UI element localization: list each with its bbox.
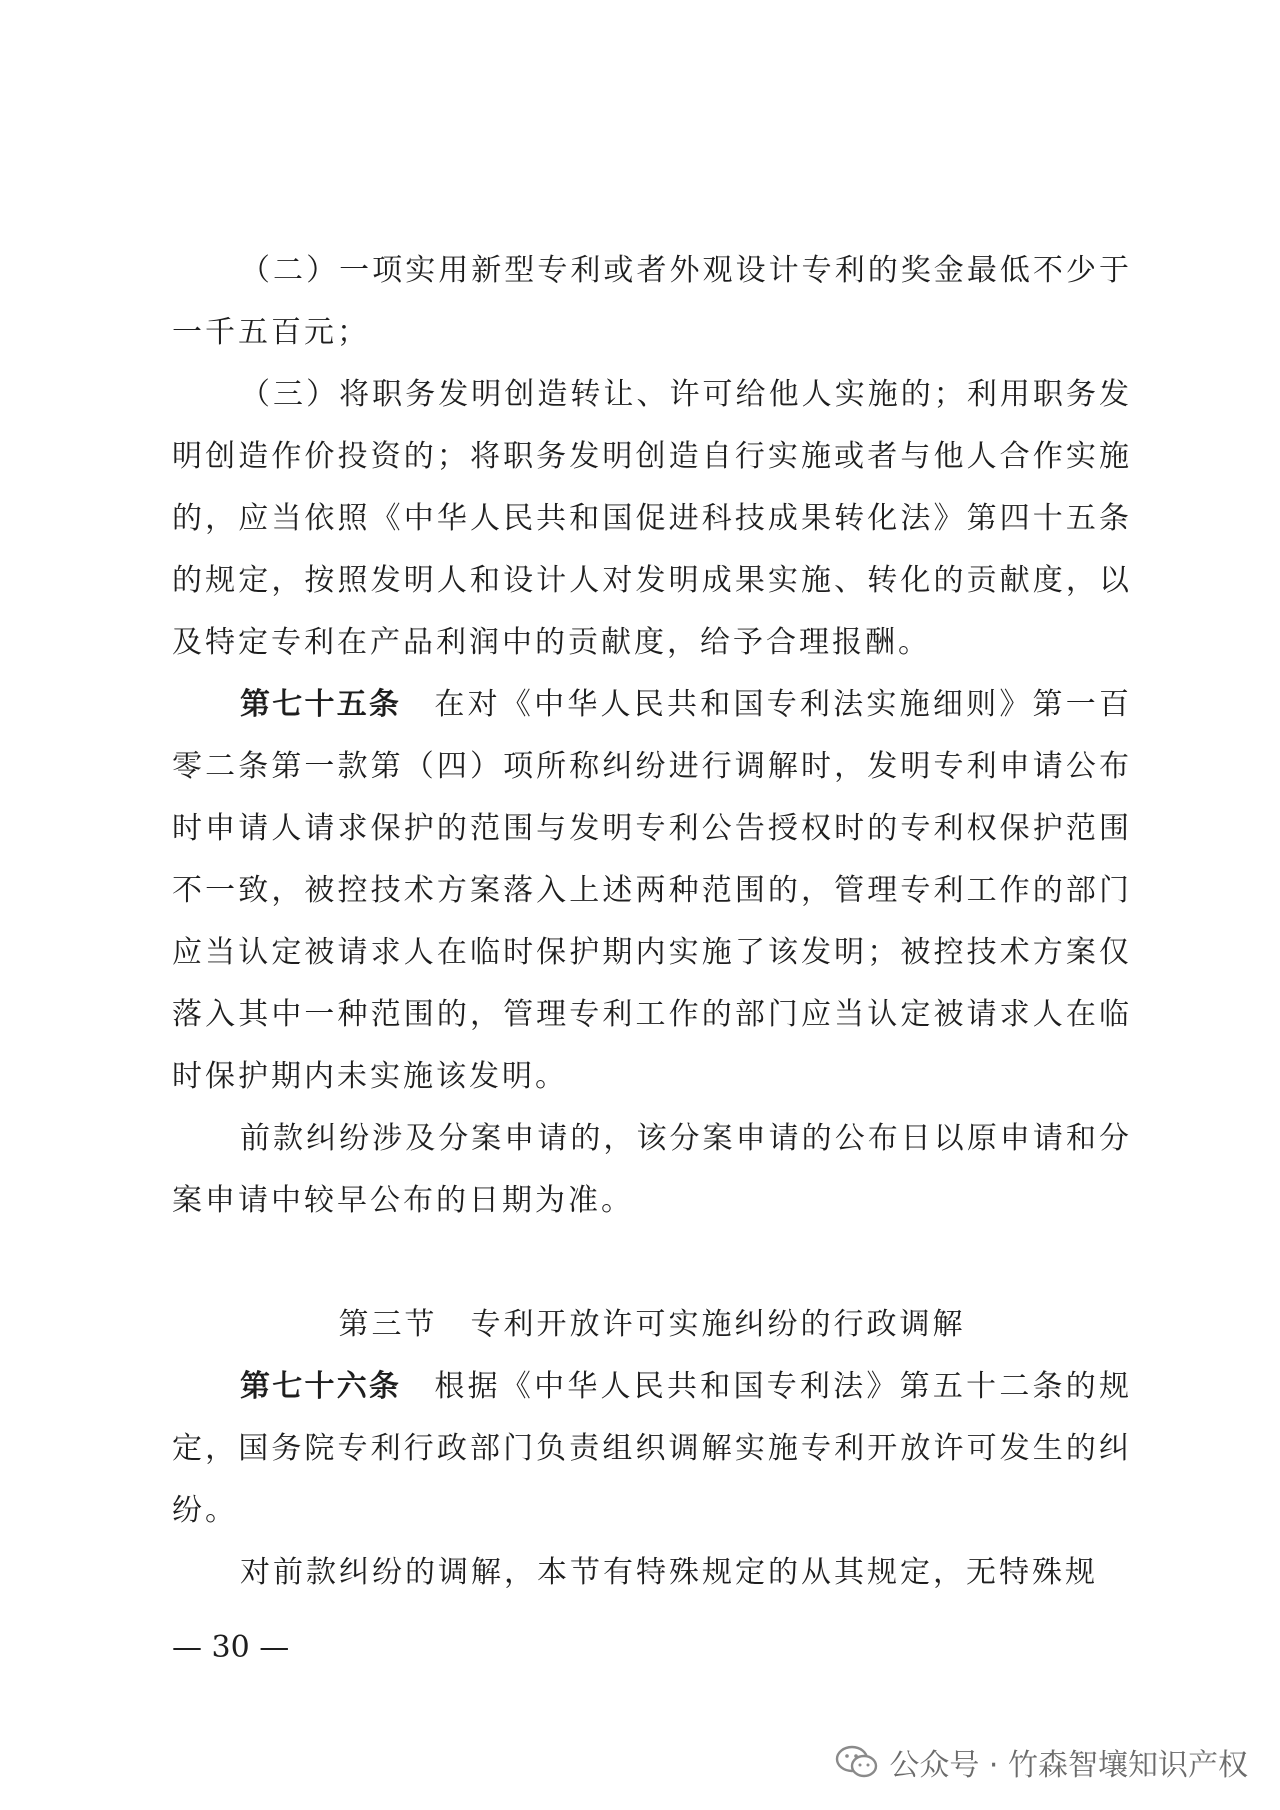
article-75-text: 在对《中华人民共和国专利法实施细则》第一百零二条第一款第（四）项所称纠纷进行调解时，发明专利申请公布时申请人请求保护的范围与发明专利公告授权时的专利权保护范围不一致，被控技术方案落入上述两种范围的，管理专利工作的部门应当认定被请求人在临时保护期内实施了该发明；被控技术方案仅落入其中一种范围的，管理专利工作的部门应当认定被请求人在临时保护期内未实施该发明。 [172,687,1133,1094]
document-body [172,240,1132,1604]
page-number: — 30 — [172,1630,290,1665]
watermark-text: 公众号 · 竹森智壤知识产权 [889,1748,1248,1783]
paragraph-item-2: （二）一项实用新型专利或者外观设计专利的奖金最低不少于一千五百元； [172,253,1132,350]
article-76 [172,1356,1132,1542]
section-title: 第三节 专利开放许可实施纠纷的行政调解 [338,1307,966,1342]
article-75-heading: 第七十五条 [240,687,402,722]
paragraph-divisional-application: 前款纠纷涉及分案申请的，该分案申请的公布日以原申请和分案申请中较早公布的日期为准。 [172,1121,1132,1218]
article-75 [172,674,1132,1108]
paragraph-item-3: （三）将职务发明创造转让、许可给他人实施的；利用职务发明创造作价投资的；将职务发明创造自行实施或者与他人合作实施的，应当依照《中华人民共和国促进科技成果转化法》第四十五条的规定，按照发明人和设计人对发明成果实施、转化的贡献度，以及特定专利在产品利润中的贡献度，给予合理报酬。 [172,377,1132,660]
watermark [835,1740,1248,1784]
article-76-heading: 第七十六条 [240,1369,402,1404]
wechat-icon [835,1744,879,1780]
paragraph-mediation: 对前款纠纷的调解，本节有特殊规定的从其规定，无特殊规 [240,1555,1098,1590]
article-76-text: 根据《中华人民共和国专利法》第五十二条的规定，国务院专利行政部门负责组织调解实施专利开放许可发生的纠纷。 [172,1369,1133,1528]
